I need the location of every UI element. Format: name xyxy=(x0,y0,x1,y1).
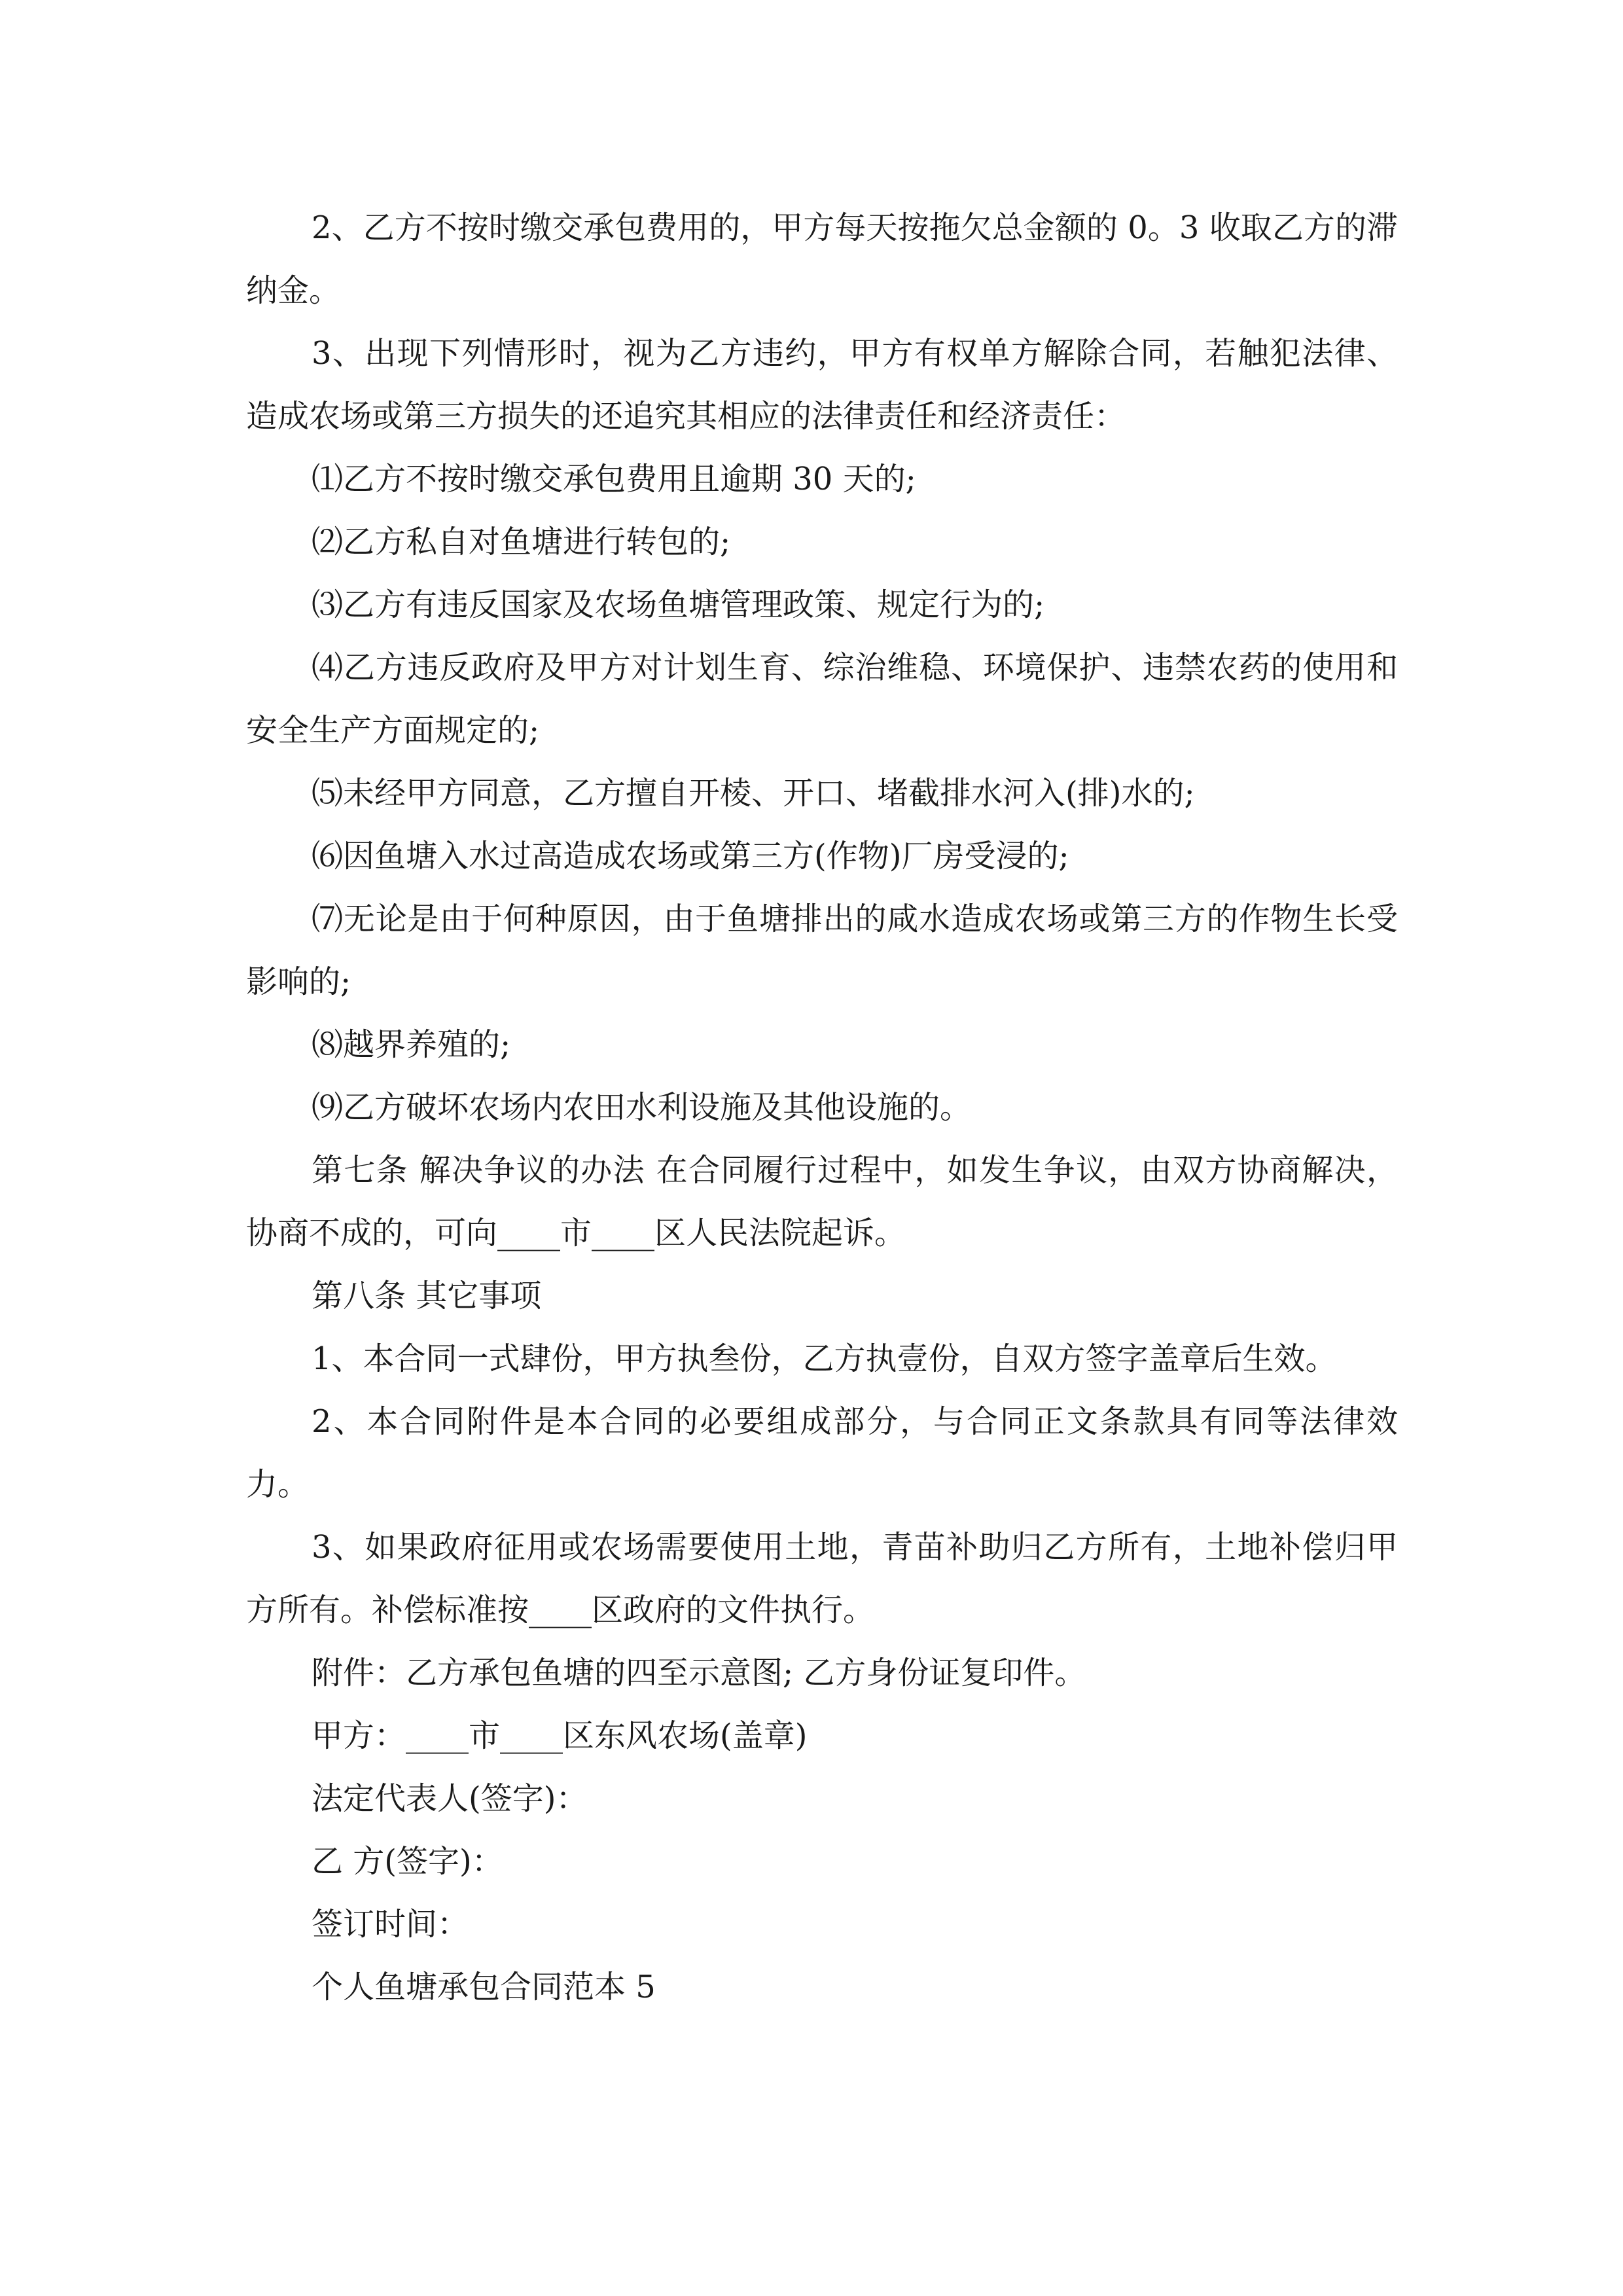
list-item-3: ⑶乙方有违反国家及农场鱼塘管理政策、规定行为的; xyxy=(312,586,1045,623)
paragraph-breach-conditions: 3、出现下列情形时，视为乙方违约，甲方有权单方解除合同，若触犯法律、造成农场或第三方损失的还追究其相应的法律责任和经济责任： xyxy=(246,335,1398,435)
list-item-8: ⑻越界养殖的; xyxy=(312,1026,511,1063)
list-item-9: ⑼乙方破坏农场内农田水利设施及其他设施的。 xyxy=(312,1089,972,1126)
list-item-5: ⑸未经甲方同意，乙方擅自开棱、开口、堵截排水河入(排)水的; xyxy=(312,775,1195,812)
article-seven-dispute: 第七条 解决争议的办法 在合同履行过程中，如发生争议，由双方协商解决，协商不成的，可向____市____区人民法院起诉。 xyxy=(246,1152,1398,1251)
list-item-2: ⑵乙方私自对鱼塘进行转包的; xyxy=(312,524,731,560)
article-eight-item-1: 1、本合同一式肆份，甲方执叁份，乙方执壹份，自双方签字盖章后生效。 xyxy=(312,1340,1337,1377)
article-eight-item-3: 3、如果政府征用或农场需要使用土地，青苗补助归乙方所有，土地补偿归甲方所有。补偿标准按____区政府的文件执行。 xyxy=(246,1529,1398,1628)
list-item-7: ⑺无论是由于何种原因，由于鱼塘排出的咸水造成农场或第三方的作物生长受影响的; xyxy=(246,901,1398,1000)
list-item-1: ⑴乙方不按时缴交承包费用且逾期 30 天的; xyxy=(312,461,916,497)
list-item-4: ⑷乙方违反政府及甲方对计划生育、综治维稳、环境保护、违禁农药的使用和安全生产方面规定的; xyxy=(246,649,1398,749)
legal-representative-line: 法定代表人(签字)： xyxy=(312,1780,588,1817)
article-eight-item-2: 2、本合同附件是本合同的必要组成部分，与合同正文条款具有同等法律效力。 xyxy=(246,1403,1398,1503)
article-eight-heading: 第八条 其它事项 xyxy=(312,1278,542,1314)
signing-date-line: 签订时间： xyxy=(312,1906,469,1943)
party-a-line: 甲方：____市____区东风农场(盖章) xyxy=(312,1717,808,1754)
attachments-line: 附件：乙方承包鱼塘的四至示意图; 乙方身份证复印件。 xyxy=(312,1655,1086,1691)
party-b-line: 乙 方(签字)： xyxy=(312,1843,503,1880)
next-template-title: 个人鱼塘承包合同范本 5 xyxy=(312,1969,656,2005)
paragraph-late-fee: 2、乙方不按时缴交承包费用的，甲方每天按拖欠总金额的 0。3 收取乙方的滞纳金。 xyxy=(246,209,1398,309)
document-body xyxy=(246,196,1398,2018)
list-item-6: ⑹因鱼塘入水过高造成农场或第三方(作物)厂房受浸的; xyxy=(312,838,1069,874)
